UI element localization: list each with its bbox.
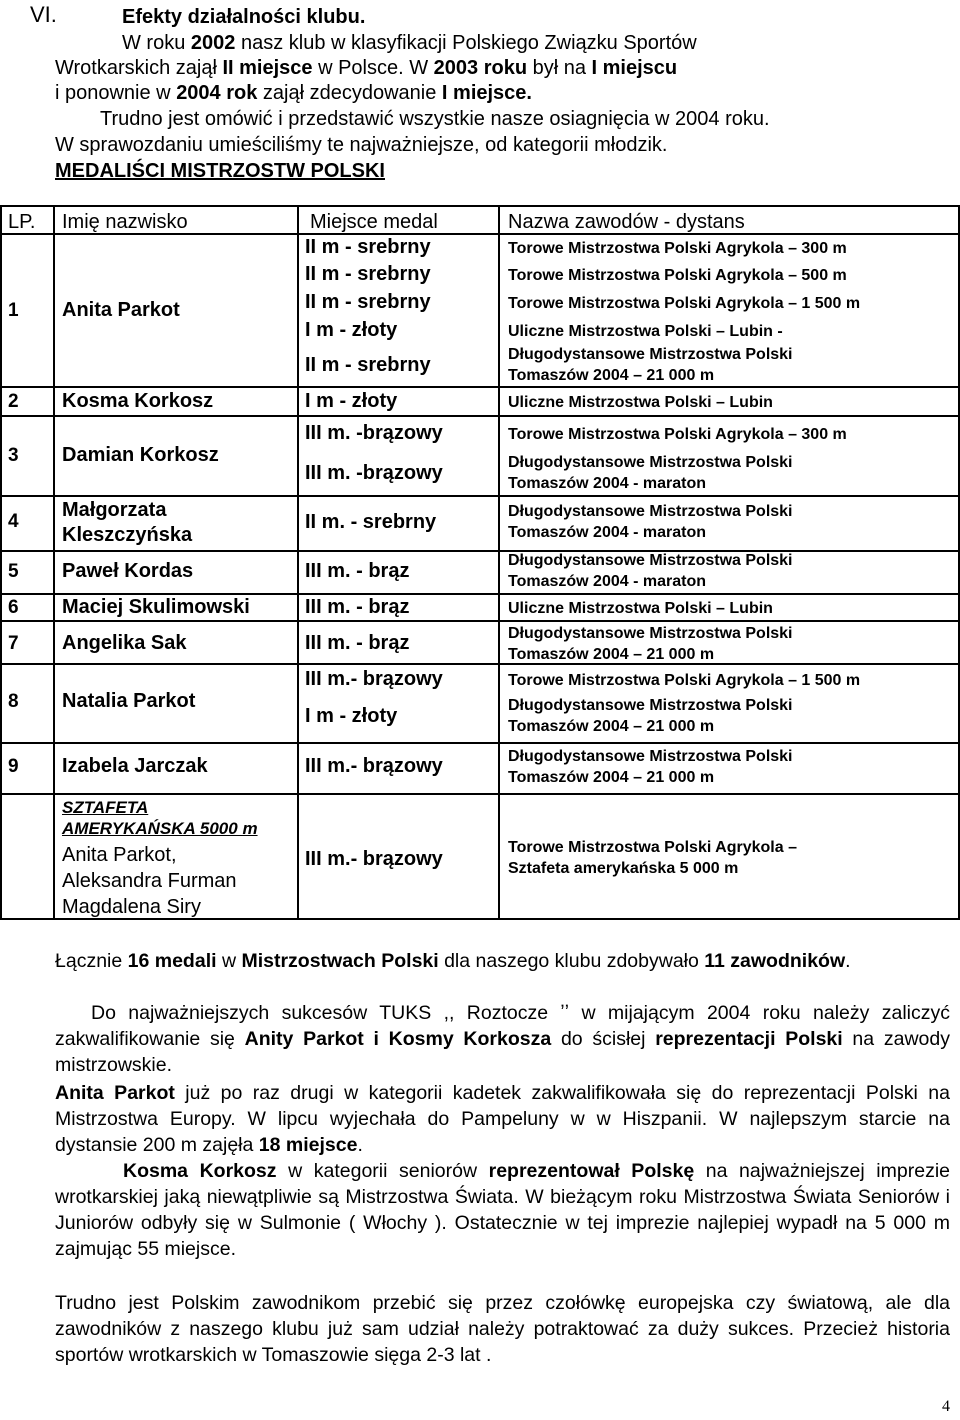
row-3-medal-1: III m. -brązowy: [305, 422, 443, 444]
intro-line-1: W roku 2002 nasz klub w klasyfikacji Polskiego Związku Sportów: [122, 32, 697, 54]
medal-table: [0, 205, 960, 920]
summary-paragraph-3: Anita Parkot już po raz drugi w kategorii kadetek zakwalifikowała się do reprezentacji Polski na Mistrzostwa Europy. W lipcu wyjechała do Pampeluny w w Hiszpanii. W najlepszym starcie na dystansie 200 m zajęła 18 miejsce.: [55, 1082, 950, 1156]
row-5-event-1: Długodystansowe Mistrzostwa Polski Tomaszów 2004 - maraton: [508, 552, 793, 590]
row-9-event-1: Długodystansowe Mistrzostwa Polski Tomaszów 2004 – 21 000 m: [508, 748, 793, 786]
relay-members: Anita Parkot, Aleksandra Furman Magdalena Siry: [62, 844, 237, 918]
row-9-medal-1: III m.- brązowy: [305, 755, 443, 777]
row-10-event-1: Torowe Mistrzostwa Polski Agrykola – Sztafeta amerykańska 5 000 m: [508, 839, 797, 877]
row-7-medal-1: III m. - brąz: [305, 632, 410, 654]
row-1-lp: 1: [8, 300, 19, 321]
row-1-name: Anita Parkot: [62, 299, 180, 321]
summary-paragraph-5: Trudno jest Polskim zawodnikom przebić się przez czołówkę europejska czy światową, ale dla zawodników z naszego klubu już sam udział należy potraktować za duży sukces. Przecież historia sportów wrotkarskich w Tomaszowie sięga 2-3 lat .: [55, 1292, 950, 1366]
relay-title: SZTAFETA AMERYKAŃSKA 5000 m: [62, 798, 258, 838]
row-1-medal-5: II m - srebrny: [305, 354, 431, 376]
row-3-name: Damian Korkosz: [62, 444, 219, 466]
header-name: Imię nazwisko: [62, 211, 188, 233]
row-6-lp: 6: [8, 597, 19, 618]
header-medal: Miejsce medal: [310, 211, 438, 233]
table-heading: MEDALIŚCI MISTRZOSTW POLSKI: [55, 160, 385, 182]
summary-paragraph-1: Łącznie 16 medali w Mistrzostwach Polski dla naszego klubu zdobywało 11 zawodników.: [55, 950, 851, 972]
row-5-medal-1: III m. - brąz: [305, 560, 410, 582]
row-8-medal-2: I m - złoty: [305, 705, 398, 727]
row-2-event-1: Uliczne Mistrzostwa Polski – Lubin: [508, 394, 773, 411]
row-7-name: Angelika Sak: [62, 632, 187, 654]
row-1-event-2: Torowe Mistrzostwa Polski Agrykola – 500 m: [508, 267, 847, 284]
row-4-event-1: Długodystansowe Mistrzostwa Polski Tomaszów 2004 - maraton: [508, 503, 793, 541]
row-6-medal-1: III m. - brąz: [305, 596, 410, 618]
row-8-medal-1: III m.- brązowy: [305, 668, 443, 690]
row-7-event-1: Długodystansowe Mistrzostwa Polski Tomaszów 2004 – 21 000 m: [508, 625, 793, 663]
row-1-medal-4: I m - złoty: [305, 319, 398, 341]
row-8-lp: 8: [8, 691, 19, 712]
row-7-lp: 7: [8, 633, 19, 654]
row-2-lp: 2: [8, 391, 19, 412]
row-10-medal-1: III m.- brązowy: [305, 848, 443, 870]
row-6-event-1: Uliczne Mistrzostwa Polski – Lubin: [508, 600, 773, 617]
row-8-name: Natalia Parkot: [62, 690, 196, 712]
row-3-event-1: Torowe Mistrzostwa Polski Agrykola – 300 m: [508, 426, 847, 443]
section-number: VI.: [30, 2, 57, 27]
row-1-event-5: Długodystansowe Mistrzostwa Polski Tomaszów 2004 – 21 000 m: [508, 346, 793, 384]
row-1-event-4: Uliczne Mistrzostwa Polski – Lubin -: [508, 323, 783, 340]
intro-line-2: Wrotkarskich zajął II miejsce w Polsce. W 2003 roku był na I miejscu: [55, 57, 678, 79]
row-9-name: Izabela Jarczak: [62, 755, 208, 777]
row-5-name: Paweł Kordas: [62, 560, 194, 582]
row-6-name: Maciej Skulimowski: [62, 596, 250, 618]
intro-line-3: i ponownie w 2004 rok zajął zdecydowanie I miejsce.: [55, 82, 532, 104]
row-3-medal-2: III m. -brązowy: [305, 462, 443, 484]
section-title: Efekty działalności klubu.: [122, 6, 366, 28]
summary-paragraph-2: Do najważniejszych sukcesów TUKS ,, Roztocze ʼʼ w mijającym 2004 roku należy zaliczyć zakwalifikowanie się Anity Parkot i Kosmy Korkosza do ścisłej reprezentacji Polski na zawody mistrzowskie.: [55, 1002, 950, 1076]
row-4-lp: 4: [8, 511, 19, 532]
row-1-medal-1: II m - srebrny: [305, 236, 431, 258]
summary-paragraph-4: Kosma Korkosz w kategorii seniorów reprezentował Polskę na najważniejszej imprezie wrotkarskiej jaką niewątpliwie są Mistrzostwa Świata. W bieżącym roku Mistrzostwa Świata Seniorów i Juniorów odbyły się w Sulmonie ( Włochy ). Ostatecznie w tej imprezie najlepiej wypadł na 5 000 m zajmując 55 miejsce.: [55, 1160, 950, 1260]
row-3-lp: 3: [8, 445, 19, 466]
row-1-medal-2: II m - srebrny: [305, 263, 431, 285]
row-2-medal-1: I m - złoty: [305, 390, 398, 412]
row-2-name: Kosma Korkosz: [62, 390, 214, 412]
header-lp: LP.: [8, 211, 36, 233]
row-4-name: Małgorzata Kleszczyńska: [62, 499, 193, 546]
header-event: Nazwa zawodów - dystans: [508, 211, 745, 233]
row-5-lp: 5: [8, 561, 19, 582]
row-1-medal-3: II m - srebrny: [305, 291, 431, 313]
row-1-event-3: Torowe Mistrzostwa Polski Agrykola – 1 500 m: [508, 295, 861, 312]
row-4-medal-1: II m. - srebrny: [305, 511, 437, 533]
row-3-event-2: Długodystansowe Mistrzostwa Polski Tomaszów 2004 - maraton: [508, 454, 793, 492]
row-9-lp: 9: [8, 756, 19, 777]
page-number: 4: [942, 1398, 950, 1415]
intro-line-4: Trudno jest omówić i przedstawić wszystkie nasze osiagnięcia w 2004 roku.: [100, 108, 770, 130]
row-1-event-1: Torowe Mistrzostwa Polski Agrykola – 300 m: [508, 240, 847, 257]
row-8-event-1: Torowe Mistrzostwa Polski Agrykola – 1 500 m: [508, 672, 861, 689]
intro-line-5: W sprawozdaniu umieściliśmy te najważniejsze, od kategorii młodzik.: [55, 134, 668, 156]
row-8-event-2: Długodystansowe Mistrzostwa Polski Tomaszów 2004 – 21 000 m: [508, 697, 793, 735]
